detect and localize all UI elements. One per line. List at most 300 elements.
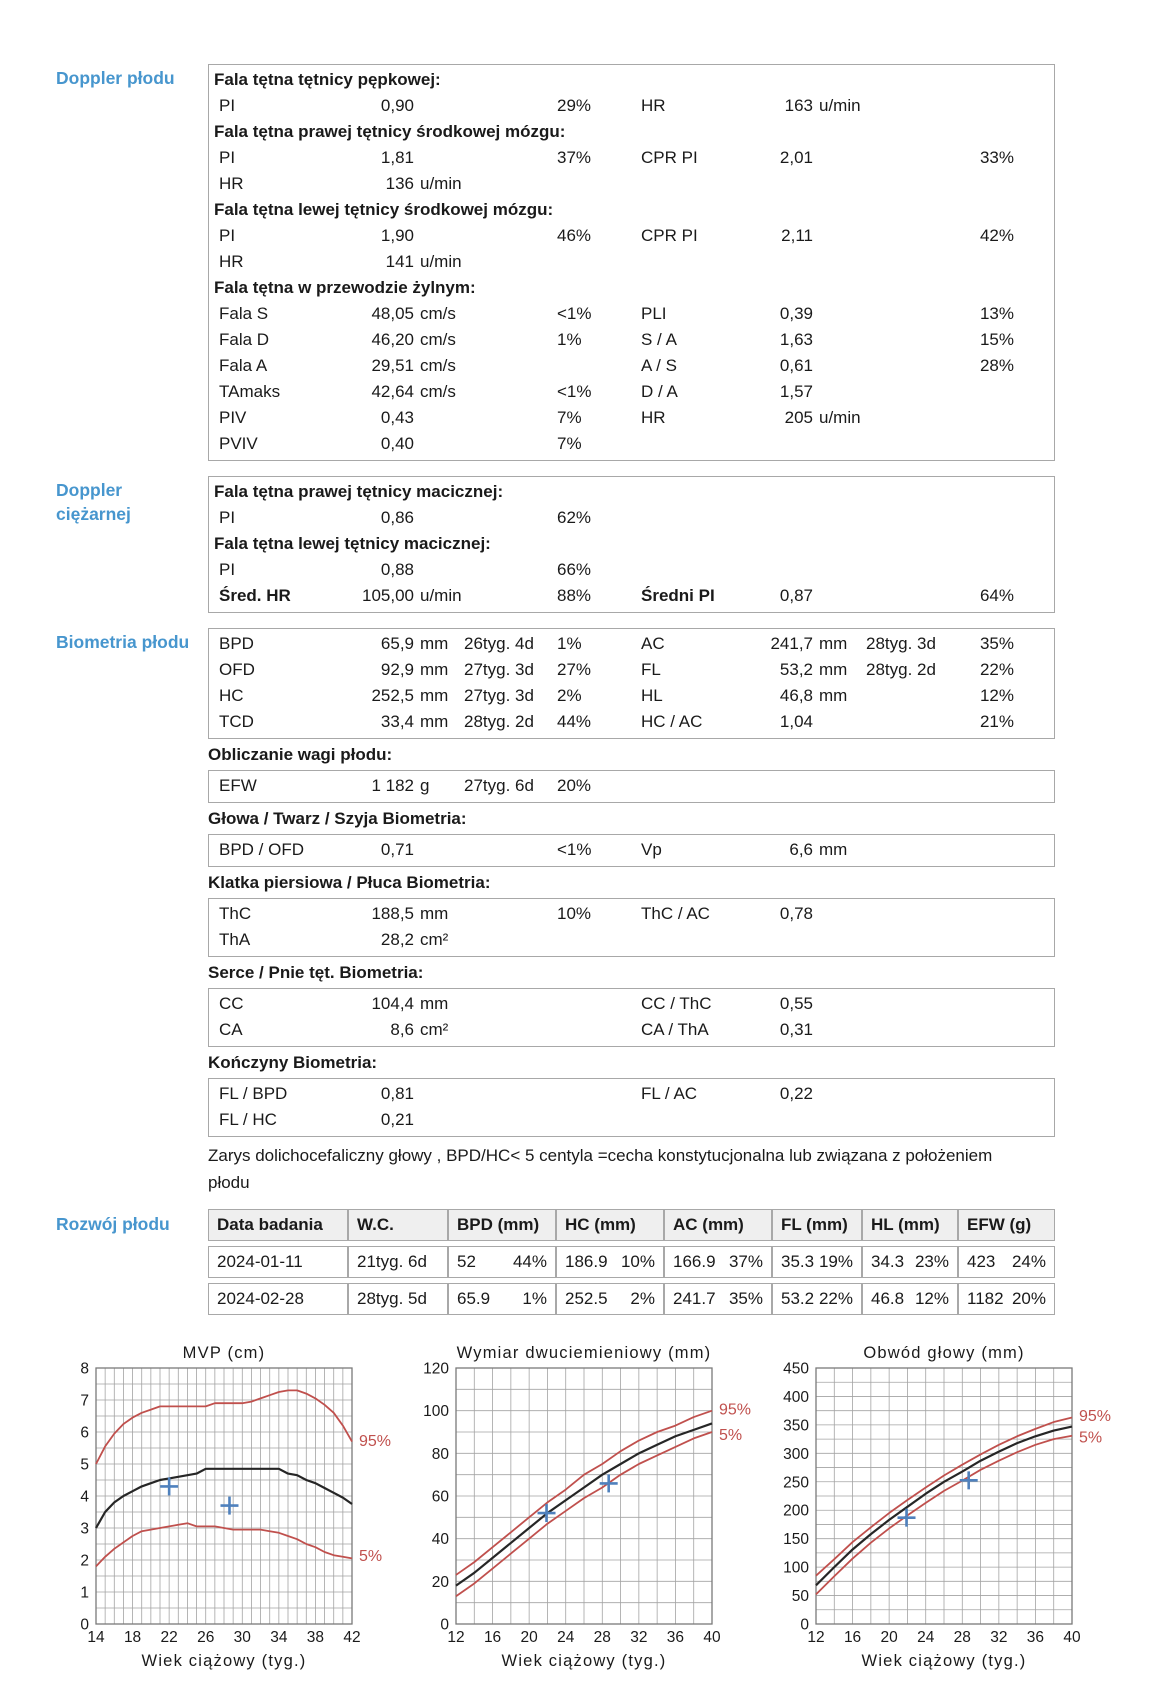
measurement-cell (556, 1246, 664, 1278)
cell-percentile: 12% (914, 1289, 949, 1308)
metric-value: 2,01 (779, 148, 813, 167)
column-header: EFW (g) (958, 1209, 1055, 1241)
metric-gestational-age (456, 301, 549, 327)
chart-title: Obwód głowy (mm) (863, 1344, 1025, 1362)
metric-percentile: 66% (557, 560, 592, 579)
metric-gestational-age (858, 709, 961, 735)
y-tick-label: 0 (800, 1616, 809, 1634)
biometry-group-heading: Głowa / Twarz / Szyja Biometria: (208, 809, 467, 828)
metric-gestational-age (456, 901, 549, 927)
metric-percentile: 37% (557, 148, 592, 167)
chart-hc (770, 1344, 1130, 1670)
measurement-row (209, 709, 1054, 735)
metric-value: 48,05 (371, 304, 414, 323)
metric-unit: mm (420, 686, 449, 705)
metric-unit (813, 927, 858, 953)
metric-label: Fala D (219, 330, 270, 349)
table-row (208, 1283, 1055, 1315)
metric-unit: cm² (420, 1020, 449, 1039)
metric-label: OFD (219, 660, 255, 679)
measurement-box (208, 770, 1055, 803)
metric-label: Vp (641, 840, 662, 859)
biometria-gutter (0, 628, 208, 1196)
metric-label: Fala S (219, 304, 269, 323)
metric-gestational-age (456, 327, 549, 353)
metric-unit (813, 301, 858, 327)
measurement-row (209, 327, 1054, 353)
percentile-label: 95% (359, 1433, 392, 1450)
metric-value: 0,61 (779, 356, 813, 375)
biometria-section (0, 628, 1170, 1196)
metric-percentile: 35% (979, 634, 1014, 653)
section-label-doppler-ciezarnej: Doppler ciężarnej (56, 480, 131, 524)
metric-value: 0,43 (380, 408, 414, 427)
metric-gestational-age (456, 505, 549, 531)
metric-percentile (549, 1017, 631, 1043)
metric-gestational-age (858, 431, 961, 457)
y-tick-label: 400 (783, 1388, 809, 1406)
x-axis-label: Wiek ciążowy (tyg.) (141, 1652, 307, 1670)
metric-gestational-age (858, 327, 961, 353)
metric-value (749, 249, 813, 275)
metric-unit: g (420, 776, 430, 795)
measurement-row (209, 1017, 1054, 1043)
metric-value: 0,39 (779, 304, 813, 323)
cell-percentile: 35% (728, 1289, 763, 1308)
y-tick-label: 50 (791, 1588, 809, 1606)
column-header: FL (mm) (772, 1209, 862, 1241)
metric-unit: mm (420, 634, 449, 653)
cell-value: 166.9 (673, 1252, 716, 1271)
metric-gestational-age (858, 683, 961, 709)
metric-unit: mm (819, 840, 848, 859)
cell-percentile: 24% (1011, 1252, 1046, 1271)
y-tick-label: 40 (431, 1531, 449, 1549)
metric-label: D / A (641, 382, 678, 401)
metric-value: 92,9 (380, 660, 414, 679)
x-axis-label: Wiek ciążowy (tyg.) (501, 1652, 667, 1670)
metric-value: 105,00 (362, 586, 414, 605)
cell-percentile: 1% (522, 1289, 547, 1308)
metric-percentile (961, 505, 1054, 531)
metric-gestational-age (858, 93, 961, 119)
doppler-ciezarnej-gutter (0, 476, 208, 615)
metric-label (631, 557, 749, 583)
measurement-row (209, 93, 1054, 119)
metric-gestational-age: 27tyg. 3d (464, 686, 534, 705)
metric-unit (813, 431, 858, 457)
metric-value (749, 927, 813, 953)
metric-percentile: <1% (557, 304, 592, 323)
metric-percentile: 7% (557, 408, 582, 427)
metric-unit (414, 1081, 456, 1107)
metric-unit (813, 145, 858, 171)
measurement-box (208, 628, 1055, 739)
metric-value: 29,51 (371, 356, 414, 375)
x-tick-label: 16 (483, 1629, 502, 1646)
percentile-label: 5% (1079, 1429, 1103, 1447)
waveform-group-heading: Fala tętna lewej tętnicy środkowej mózgu: (214, 200, 554, 219)
x-tick-label: 12 (447, 1629, 465, 1646)
cell-value: 423 (967, 1252, 996, 1271)
metric-label: S / A (641, 330, 677, 349)
growth-charts (50, 1344, 1170, 1670)
metric-gestational-age: 28tyg. 2d (464, 712, 534, 731)
y-tick-label: 60 (431, 1488, 449, 1506)
metric-value: 6,6 (789, 840, 813, 859)
metric-gestational-age (456, 431, 549, 457)
metric-unit (414, 93, 456, 119)
x-axis-label: Wiek ciążowy (tyg.) (861, 1652, 1027, 1670)
percentile-label: 5% (719, 1427, 743, 1445)
biometria-note: Zarys dolichocefaliczny głowy , BPD/HC< 5 centyla =cecha konstytucjonalna lub związana z położeniem płodu (208, 1146, 993, 1192)
metric-unit: u/min (420, 586, 462, 605)
metric-value: 136 (385, 174, 414, 193)
metric-value: 1,63 (779, 330, 813, 349)
metric-gestational-age (456, 249, 549, 275)
metric-unit: cm/s (420, 382, 456, 401)
metric-percentile (961, 1107, 1054, 1133)
metric-unit: cm/s (420, 304, 456, 323)
biometria-tables (208, 628, 1055, 1137)
measurement-box (208, 988, 1055, 1047)
metric-value: 0,78 (779, 904, 813, 923)
metric-label: PVIV (219, 434, 258, 453)
cell-value: 53.2 (781, 1289, 815, 1308)
y-tick-label: 7 (80, 1392, 89, 1410)
metric-value: 104,4 (371, 994, 414, 1013)
metric-label: CC / ThC (641, 994, 712, 1013)
y-tick-label: 120 (423, 1360, 449, 1378)
cell-value: 241.7 (673, 1289, 716, 1308)
metric-label: HR (641, 96, 666, 115)
biometry-group-heading: Serce / Pnie tęt. Biometria: (208, 963, 424, 982)
metric-gestational-age (858, 145, 961, 171)
metric-percentile: 12% (979, 686, 1014, 705)
metric-gestational-age (858, 379, 961, 405)
metric-value: 8,6 (390, 1020, 414, 1039)
metric-percentile (549, 927, 631, 953)
cell-value: 52 (457, 1252, 476, 1271)
metric-percentile (961, 93, 1054, 119)
y-tick-label: 100 (423, 1403, 449, 1421)
y-tick-label: 200 (783, 1502, 809, 1520)
measurement-row (209, 583, 1054, 609)
column-header: Data badania (208, 1209, 348, 1241)
cell-value: 46.8 (871, 1289, 905, 1308)
y-tick-label: 0 (80, 1616, 89, 1634)
metric-value (749, 431, 813, 457)
metric-percentile: 28% (979, 356, 1014, 375)
x-tick-label: 18 (123, 1629, 142, 1646)
metric-value: 1,04 (779, 712, 813, 731)
metric-value: 163 (784, 96, 813, 115)
metric-label: CA (219, 1020, 243, 1039)
metric-label: FL / HC (219, 1110, 277, 1129)
measurement-cell (664, 1246, 772, 1278)
measurement-row (209, 1081, 1054, 1107)
metric-label: PI (219, 148, 236, 167)
metric-unit (813, 505, 858, 531)
measurement-box (208, 64, 1055, 461)
metric-unit (414, 223, 456, 249)
metric-label: ThC / AC (641, 904, 710, 923)
metric-unit (813, 557, 858, 583)
cell-percentile: 2% (630, 1289, 655, 1308)
metric-unit: mm (819, 686, 848, 705)
metric-label: PIV (219, 408, 247, 427)
metric-unit (813, 1107, 858, 1133)
biometry-group-heading: Obliczanie wagi płodu: (208, 745, 393, 764)
cell-value: 65.9 (457, 1289, 491, 1308)
measurement-row (209, 837, 1054, 863)
metric-unit (813, 1081, 858, 1107)
metric-percentile: 1% (557, 634, 582, 653)
metric-value: 0,22 (779, 1084, 813, 1103)
metric-percentile: 44% (557, 712, 592, 731)
x-tick-label: 16 (843, 1629, 862, 1646)
table-header-row (208, 1209, 1055, 1241)
metric-gestational-age (858, 557, 961, 583)
measurement-row (209, 353, 1054, 379)
y-tick-label: 2 (80, 1552, 89, 1570)
metric-label: HC (219, 686, 244, 705)
metric-value: 0,90 (380, 96, 414, 115)
measurement-cell (862, 1283, 958, 1315)
metric-value (749, 557, 813, 583)
metric-value: 0,88 (380, 560, 414, 579)
metric-value: 0,55 (779, 994, 813, 1013)
metric-gestational-age (456, 171, 549, 197)
rozwoj-gutter (0, 1204, 208, 1320)
metric-percentile: 22% (979, 660, 1014, 679)
metric-gestational-age (858, 1081, 961, 1107)
metric-unit: cm/s (420, 330, 456, 349)
metric-label: BPD / OFD (219, 840, 305, 859)
metric-label (631, 249, 749, 275)
cell-percentile: 20% (1011, 1289, 1046, 1308)
metric-percentile: 29% (557, 96, 592, 115)
metric-percentile: 27% (557, 660, 592, 679)
x-tick-label: 14 (87, 1629, 105, 1646)
chart-mvp (50, 1344, 410, 1670)
measurement-box (208, 898, 1055, 957)
metric-label: HR (219, 252, 244, 271)
metric-unit: mm (819, 634, 848, 653)
metric-value: 53,2 (779, 660, 813, 679)
metric-label: FL / BPD (219, 1084, 288, 1103)
metric-value: 1 182 (371, 776, 414, 795)
metric-label: PI (219, 96, 236, 115)
y-tick-label: 5 (80, 1456, 89, 1474)
metric-percentile: 62% (557, 508, 592, 527)
metric-value: 1,90 (380, 226, 414, 245)
waveform-group-heading: Fala tętna w przewodzie żylnym: (214, 278, 476, 297)
column-header: HL (mm) (862, 1209, 958, 1241)
measurement-row (209, 991, 1054, 1017)
waveform-group-heading: Fala tętna prawej tętnicy macicznej: (214, 482, 504, 501)
metric-label: CPR PI (641, 226, 698, 245)
metric-value: 28,2 (380, 930, 414, 949)
measurement-row (209, 657, 1054, 683)
metric-gestational-age (858, 927, 961, 953)
metric-label: A / S (641, 356, 677, 375)
metric-percentile: <1% (557, 382, 592, 401)
measurement-row (209, 927, 1054, 953)
metric-value: 46,8 (779, 686, 813, 705)
metric-gestational-age (456, 583, 549, 609)
measurement-row (209, 773, 1054, 799)
gestational-age: 28tyg. 5d (348, 1283, 448, 1315)
metric-label: FL (641, 660, 661, 679)
metric-unit (414, 837, 456, 863)
metric-value: 2,11 (781, 226, 813, 245)
metric-label: HR (641, 408, 666, 427)
measurement-row (209, 249, 1054, 275)
measurement-row (209, 557, 1054, 583)
metric-percentile (961, 927, 1054, 953)
metric-label: PLI (641, 304, 667, 323)
metric-value: 46,20 (371, 330, 414, 349)
metric-unit (813, 1017, 858, 1043)
metric-value (749, 171, 813, 197)
cell-value: 34.3 (871, 1252, 905, 1271)
x-tick-label: 38 (306, 1629, 325, 1646)
percentile-label: 5% (359, 1548, 383, 1566)
metric-unit (813, 223, 858, 249)
metric-percentile (961, 171, 1054, 197)
doppler-ciezarnej-table (208, 476, 1055, 613)
metric-percentile (549, 991, 631, 1017)
metric-label: HR (219, 174, 244, 193)
metric-unit: u/min (420, 174, 462, 193)
metric-gestational-age: 28tyg. 3d (866, 634, 936, 653)
metric-label: EFW (219, 776, 257, 795)
cell-percentile: 37% (728, 1252, 763, 1271)
metric-unit (414, 505, 456, 531)
metric-percentile (961, 557, 1054, 583)
metric-gestational-age (858, 837, 961, 863)
metric-label (631, 927, 749, 953)
metric-label (631, 773, 749, 799)
metric-gestational-age (456, 93, 549, 119)
measurement-cell (958, 1283, 1055, 1315)
metric-percentile (961, 379, 1054, 405)
metric-percentile (961, 249, 1054, 275)
metric-gestational-age (858, 901, 961, 927)
metric-gestational-age (858, 583, 961, 609)
measurement-row (209, 901, 1054, 927)
metric-label (631, 1107, 749, 1133)
metric-percentile (961, 991, 1054, 1017)
metric-gestational-age: 26tyg. 4d (464, 634, 534, 653)
percentile-label: 95% (719, 1401, 752, 1419)
measurement-row (209, 683, 1054, 709)
metric-unit: mm (819, 660, 848, 679)
metric-label: CPR PI (641, 148, 698, 167)
column-header: W.C. (348, 1209, 448, 1241)
metric-label: Średni PI (641, 586, 715, 605)
x-tick-label: 22 (160, 1629, 178, 1646)
metric-percentile: 10% (557, 904, 592, 923)
metric-percentile (961, 901, 1054, 927)
y-tick-label: 3 (80, 1520, 89, 1538)
metric-gestational-age (858, 773, 961, 799)
x-tick-label: 24 (917, 1629, 935, 1646)
metric-percentile (961, 1017, 1054, 1043)
section-label-doppler-plodu: Doppler płodu (56, 68, 175, 88)
metric-percentile: 64% (979, 586, 1014, 605)
y-tick-label: 1 (80, 1584, 89, 1602)
measurement-row (209, 301, 1054, 327)
measurement-row (209, 1107, 1054, 1133)
metric-percentile (549, 249, 631, 275)
column-header: BPD (mm) (448, 1209, 556, 1241)
cell-percentile: 23% (914, 1252, 949, 1271)
doppler-ciezarnej-section (0, 476, 1170, 615)
measurement-row (209, 631, 1054, 657)
y-tick-label: 4 (80, 1488, 89, 1506)
metric-gestational-age (858, 405, 961, 431)
x-tick-label: 26 (197, 1629, 215, 1646)
metric-label: HC / AC (641, 712, 703, 731)
metric-value: 0,87 (779, 586, 813, 605)
metric-value: 33,4 (380, 712, 414, 731)
metric-percentile: 88% (557, 586, 592, 605)
metric-value: 0,40 (380, 434, 414, 453)
measurement-cell (958, 1246, 1055, 1278)
metric-unit (813, 171, 858, 197)
metric-label (631, 431, 749, 457)
metric-percentile: 15% (979, 330, 1014, 349)
metric-unit (813, 379, 858, 405)
measurement-row (209, 379, 1054, 405)
metric-value (749, 505, 813, 531)
metric-gestational-age (858, 171, 961, 197)
waveform-group-heading: Fala tętna tętnicy pępkowej: (214, 70, 441, 89)
metric-percentile (549, 1107, 631, 1133)
section-label-rozwoj: Rozwój płodu (56, 1214, 170, 1234)
metric-gestational-age (858, 301, 961, 327)
metric-gestational-age (456, 223, 549, 249)
metric-unit (813, 709, 858, 735)
metric-label: CA / ThA (641, 1020, 709, 1039)
metric-value: 141 (385, 252, 414, 271)
metric-value: 1,81 (380, 148, 414, 167)
metric-value: 0,86 (380, 508, 414, 527)
x-tick-label: 36 (666, 1629, 685, 1646)
metric-unit: mm (420, 904, 449, 923)
exam-date: 2024-02-28 (208, 1283, 348, 1315)
chart-bpd (410, 1344, 770, 1670)
metric-value: 1,57 (779, 382, 813, 401)
column-header: HC (mm) (556, 1209, 664, 1241)
metric-unit (813, 327, 858, 353)
column-header: AC (mm) (664, 1209, 772, 1241)
metric-percentile (549, 353, 631, 379)
x-tick-label: 12 (807, 1629, 825, 1646)
metric-gestational-age (858, 249, 961, 275)
metric-percentile (961, 773, 1054, 799)
chart-title: MVP (cm) (182, 1344, 266, 1362)
metric-gestational-age (858, 505, 961, 531)
metric-unit: cm² (420, 930, 449, 949)
section-label-biometria: Biometria płodu (56, 632, 190, 652)
metric-unit (414, 431, 456, 457)
x-tick-label: 32 (630, 1629, 648, 1646)
metric-gestational-age (456, 353, 549, 379)
metric-percentile: 13% (979, 304, 1014, 323)
